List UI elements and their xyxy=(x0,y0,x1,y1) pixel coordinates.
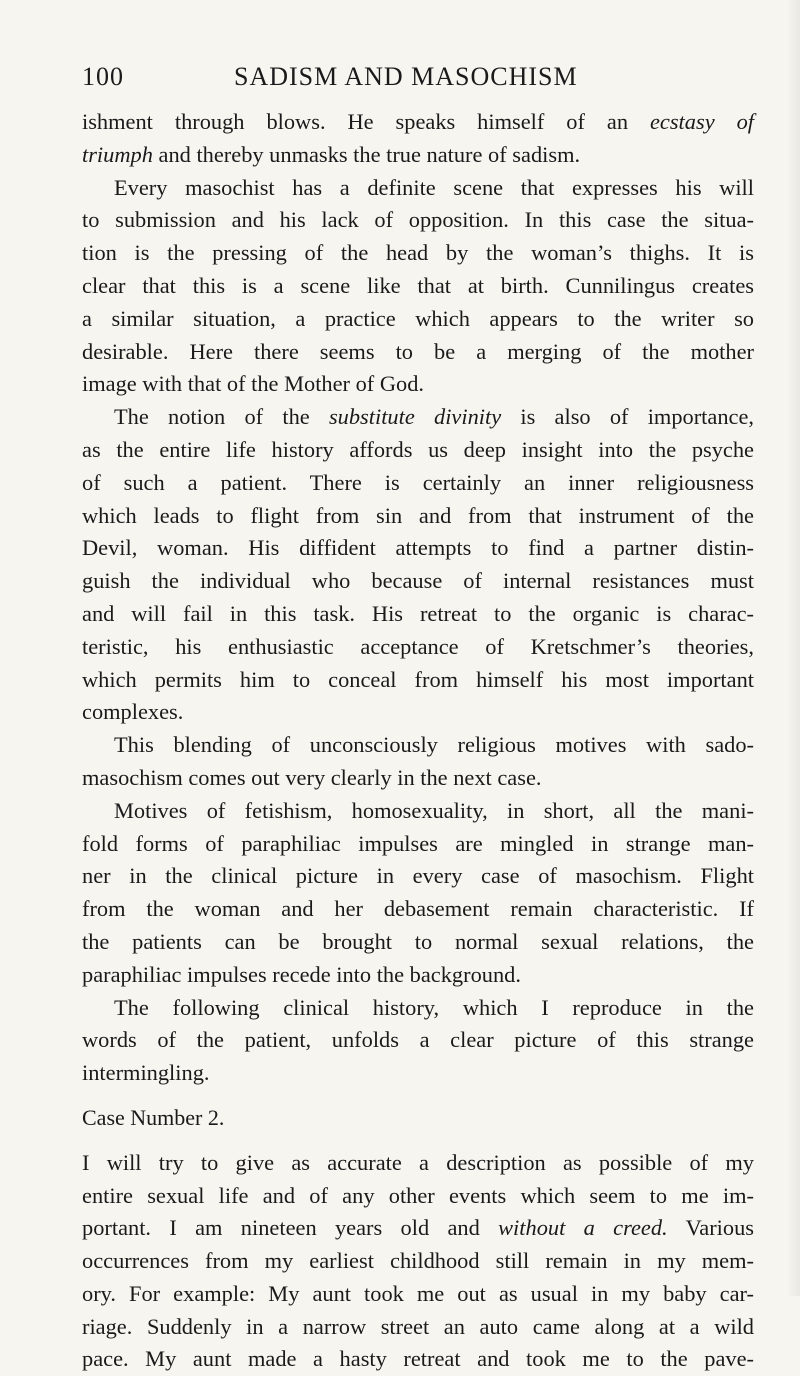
page-header xyxy=(82,62,722,96)
text-line: a similar situation, a practice which appears to the writer so xyxy=(82,305,754,331)
text-line: Devil, woman. His diffident attempts to find a partner distin- xyxy=(82,535,754,561)
text-line: of such a patient. There is certainly an inner religiousness xyxy=(82,469,754,495)
text-line: and will fail in this task. His retreat to the organic is charac- xyxy=(82,600,754,626)
running-head: SADISM AND MASOCHISM xyxy=(234,62,578,91)
text-line: Motives of fetishism, homosexuality, in short, all the mani- xyxy=(114,797,754,823)
text-line: occurrences from my earliest childhood still remain in my mem- xyxy=(82,1248,754,1274)
text-line: which leads to flight from sin and from that instrument of the xyxy=(82,502,754,528)
text-line: ory. For example: My aunt took me out as usual in my baby car- xyxy=(82,1280,754,1306)
text-line: complexes. xyxy=(82,699,184,725)
text-line: to submission and his lack of opposition. In this case the situa- xyxy=(82,207,754,233)
text-line: masochism comes out very clearly in the next case. xyxy=(82,764,542,790)
section-gap xyxy=(82,1090,754,1102)
italic-phrase: ecstasy of xyxy=(649,109,754,134)
text-line: desirable. Here there seems to be a merging of the mother xyxy=(82,338,754,364)
body-text xyxy=(82,106,754,1376)
text-line: which permits him to conceal from himself his most important xyxy=(82,666,754,692)
text-line: tion is the pressing of the head by the woman’s thighs. It is xyxy=(82,240,754,266)
text-line: This blending of unconsciously religious motives with sado- xyxy=(114,732,754,758)
text-line: pace. My aunt made a hasty retreat and took me to the pave- xyxy=(82,1346,754,1372)
text-line: the patients can be brought to normal sexual relations, the xyxy=(82,928,754,954)
page-edge-shadow xyxy=(786,0,800,1296)
text-line: from the woman and her debasement remain characteristic. If xyxy=(82,896,754,922)
italic-phrase: without a creed. xyxy=(498,1215,668,1241)
case-heading: Case Number 2. xyxy=(82,1104,225,1130)
text-line: ner in the clinical picture in every case of masochism. Flight xyxy=(82,863,754,889)
text-line: teristic, his enthusiastic acceptance of Kretschmer’s theories, xyxy=(82,633,754,659)
text-line: portant. I am nineteen years old and without a creed. Various xyxy=(82,1215,754,1241)
text-line: words of the patient, unfolds a clear picture of this strange xyxy=(82,1027,754,1053)
text-line: entire sexual life and of any other events which seem to me im- xyxy=(82,1182,754,1208)
text-line: I will try to give as accurate a description as possible of my xyxy=(82,1149,754,1175)
text-line: clear that this is a scene like that at birth. Cunnilingus creates xyxy=(82,272,754,298)
text-line: Every masochist has a definite scene that expresses his will xyxy=(114,174,754,200)
text-line: intermingling. xyxy=(82,1060,210,1086)
text-line: riage. Suddenly in a narrow street an auto came along at a wild xyxy=(82,1313,754,1339)
italic-phrase: triumph xyxy=(82,141,153,167)
text-line: guish the individual who because of internal resistances must xyxy=(82,568,754,594)
text-line: ishment through blows. He speaks himself of an ecstasy of xyxy=(82,109,754,134)
text-line: image with that of the Mother of God. xyxy=(82,371,425,397)
italic-phrase: substitute divinity xyxy=(328,404,502,430)
text-line: fold forms of paraphiliac impulses are mingled in strange man- xyxy=(82,830,754,856)
text-line: The following clinical history, which I reproduce in the xyxy=(114,994,754,1020)
text-line: paraphiliac impulses recede into the background. xyxy=(82,961,521,987)
text-line: The notion of the substitute divinity is also of importance, xyxy=(114,404,755,430)
text-line: triumph and thereby unmasks the true nature of sadism. xyxy=(82,141,581,167)
text-line: as the entire life history affords us deep insight into the psyche xyxy=(82,436,754,462)
page-number: 100 xyxy=(82,62,124,91)
section-gap xyxy=(82,1135,754,1147)
